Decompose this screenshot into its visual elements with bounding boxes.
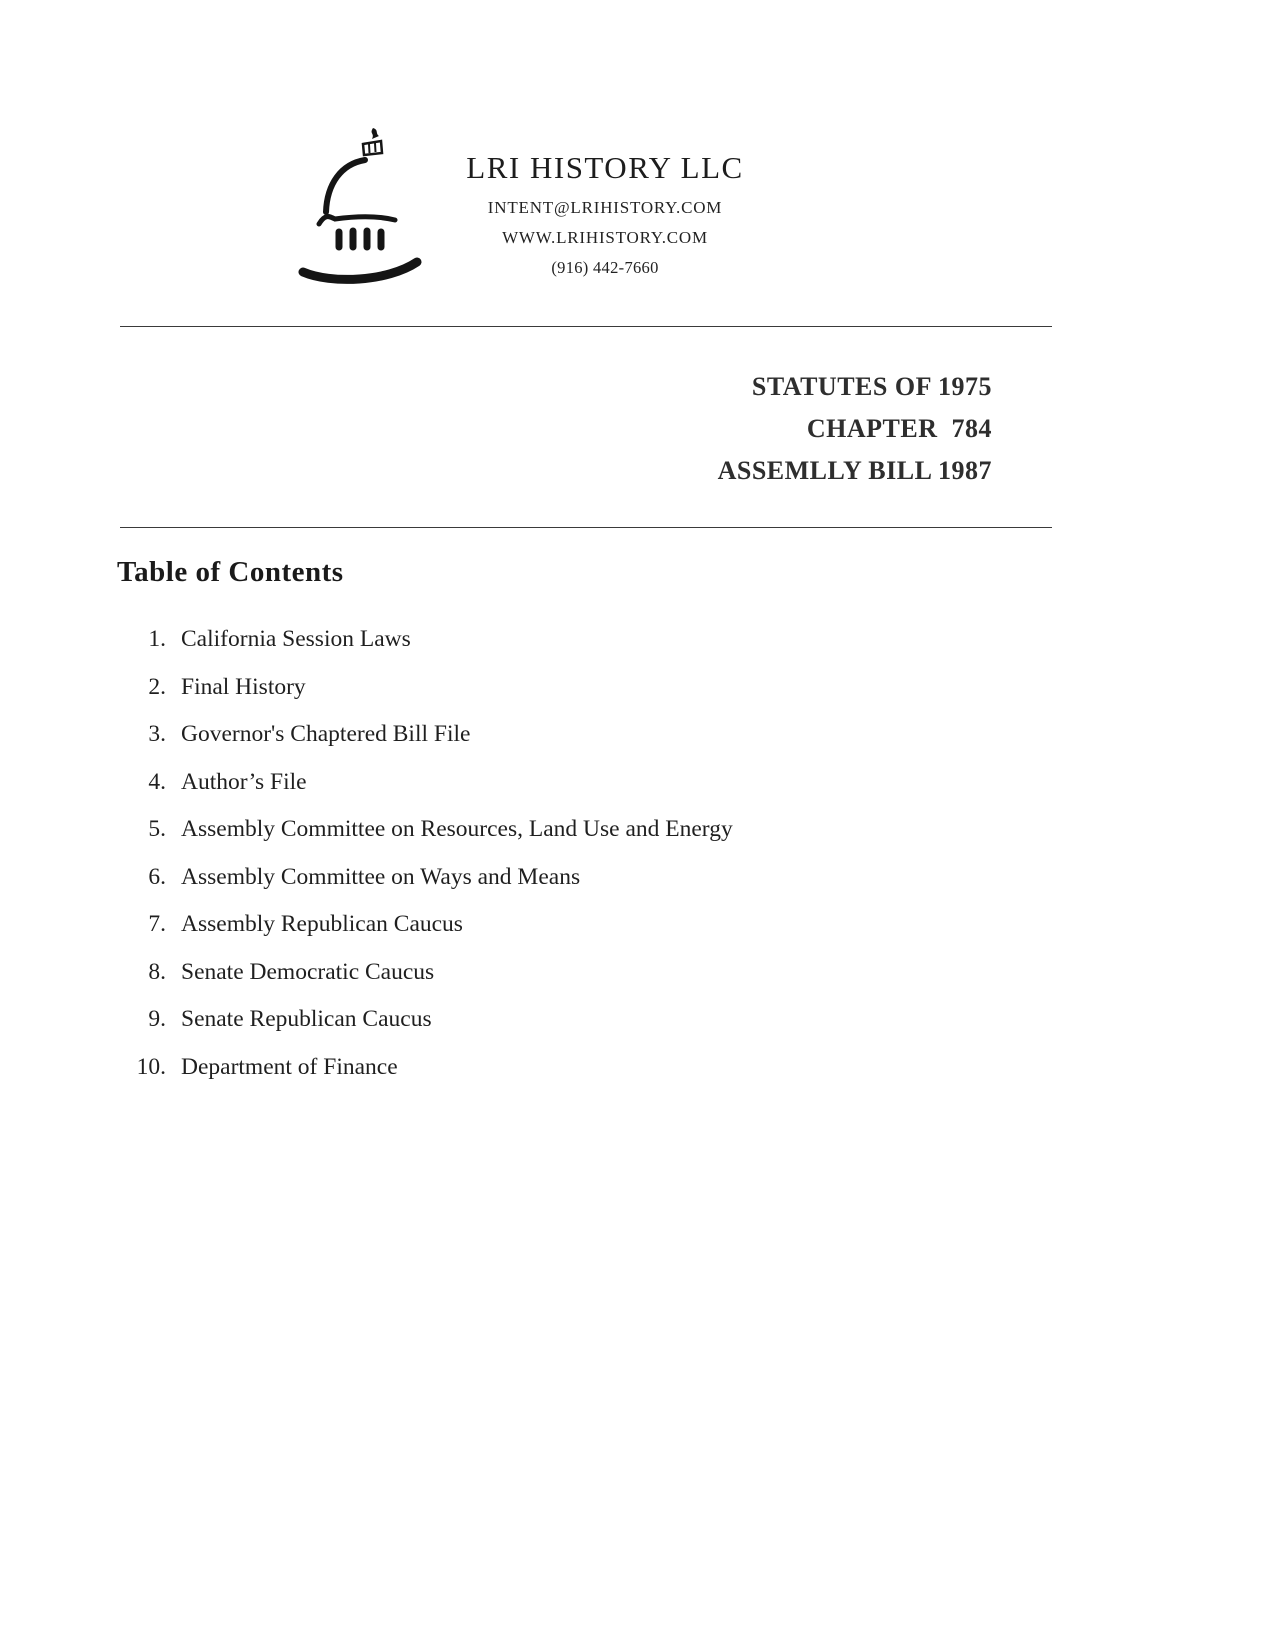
company-name: LRI HISTORY LLC — [466, 150, 744, 185]
toc-item — [106, 957, 1006, 987]
company-phone: (916) 442-7660 — [551, 258, 659, 277]
toc-item-number: 7. — [148, 911, 166, 937]
toc-title: Table of Contents — [117, 556, 344, 588]
toc-item-number: 1. — [148, 626, 166, 652]
toc-item — [106, 624, 1006, 654]
toc-item — [106, 672, 1006, 702]
toc-item-number: 10. — [136, 1053, 166, 1080]
toc-item — [106, 909, 1006, 939]
letterhead — [430, 150, 780, 278]
toc-item — [106, 767, 1006, 797]
statute-heading-block — [560, 366, 992, 492]
toc-item-number: 3. — [148, 721, 166, 747]
horizontal-divider-bottom — [120, 527, 1052, 528]
horizontal-divider-top — [120, 326, 1052, 327]
toc-item-number: 6. — [148, 863, 166, 890]
company-email: INTENT@LRIHISTORY.COM — [487, 198, 723, 217]
toc-item — [106, 1004, 1006, 1034]
toc-item-number: 5. — [148, 816, 166, 842]
capitol-dome-logo-icon — [295, 120, 445, 300]
toc-item-number: 8. — [148, 958, 166, 985]
toc-item — [106, 719, 1006, 749]
toc-item-number: 2. — [148, 673, 166, 700]
toc-item-number: 9. — [148, 1006, 166, 1032]
toc-item-label: Assembly Committee on Resources, Land Use and Energy — [181, 816, 733, 842]
company-website: WWW.LRIHISTORY.COM — [502, 228, 708, 247]
toc-list — [106, 624, 1006, 1099]
toc-item-label: California Session Laws — [181, 626, 411, 652]
toc-item-label: Author’s File — [181, 768, 307, 795]
toc-item — [106, 1052, 1006, 1082]
toc-item-label: Senate Republican Caucus — [181, 1006, 432, 1032]
toc-item — [106, 814, 1006, 844]
toc-item-label: Department of Finance — [181, 1053, 398, 1080]
toc-item-label: Final History — [181, 673, 306, 700]
toc-item-label: Governor's Chaptered Bill File — [181, 721, 471, 747]
toc-item — [106, 862, 1006, 892]
statute-bill-line: ASSEMLLY BILL 1987 — [717, 456, 992, 485]
statute-year-line: STATUTES OF 1975 — [751, 372, 992, 401]
toc-item-label: Senate Democratic Caucus — [181, 958, 435, 985]
toc-item-label: Assembly Committee on Ways and Means — [181, 863, 581, 890]
statute-chapter-line: CHAPTER 784 — [806, 414, 992, 443]
toc-item-label: Assembly Republican Caucus — [181, 911, 463, 937]
toc-item-number: 4. — [148, 768, 166, 795]
